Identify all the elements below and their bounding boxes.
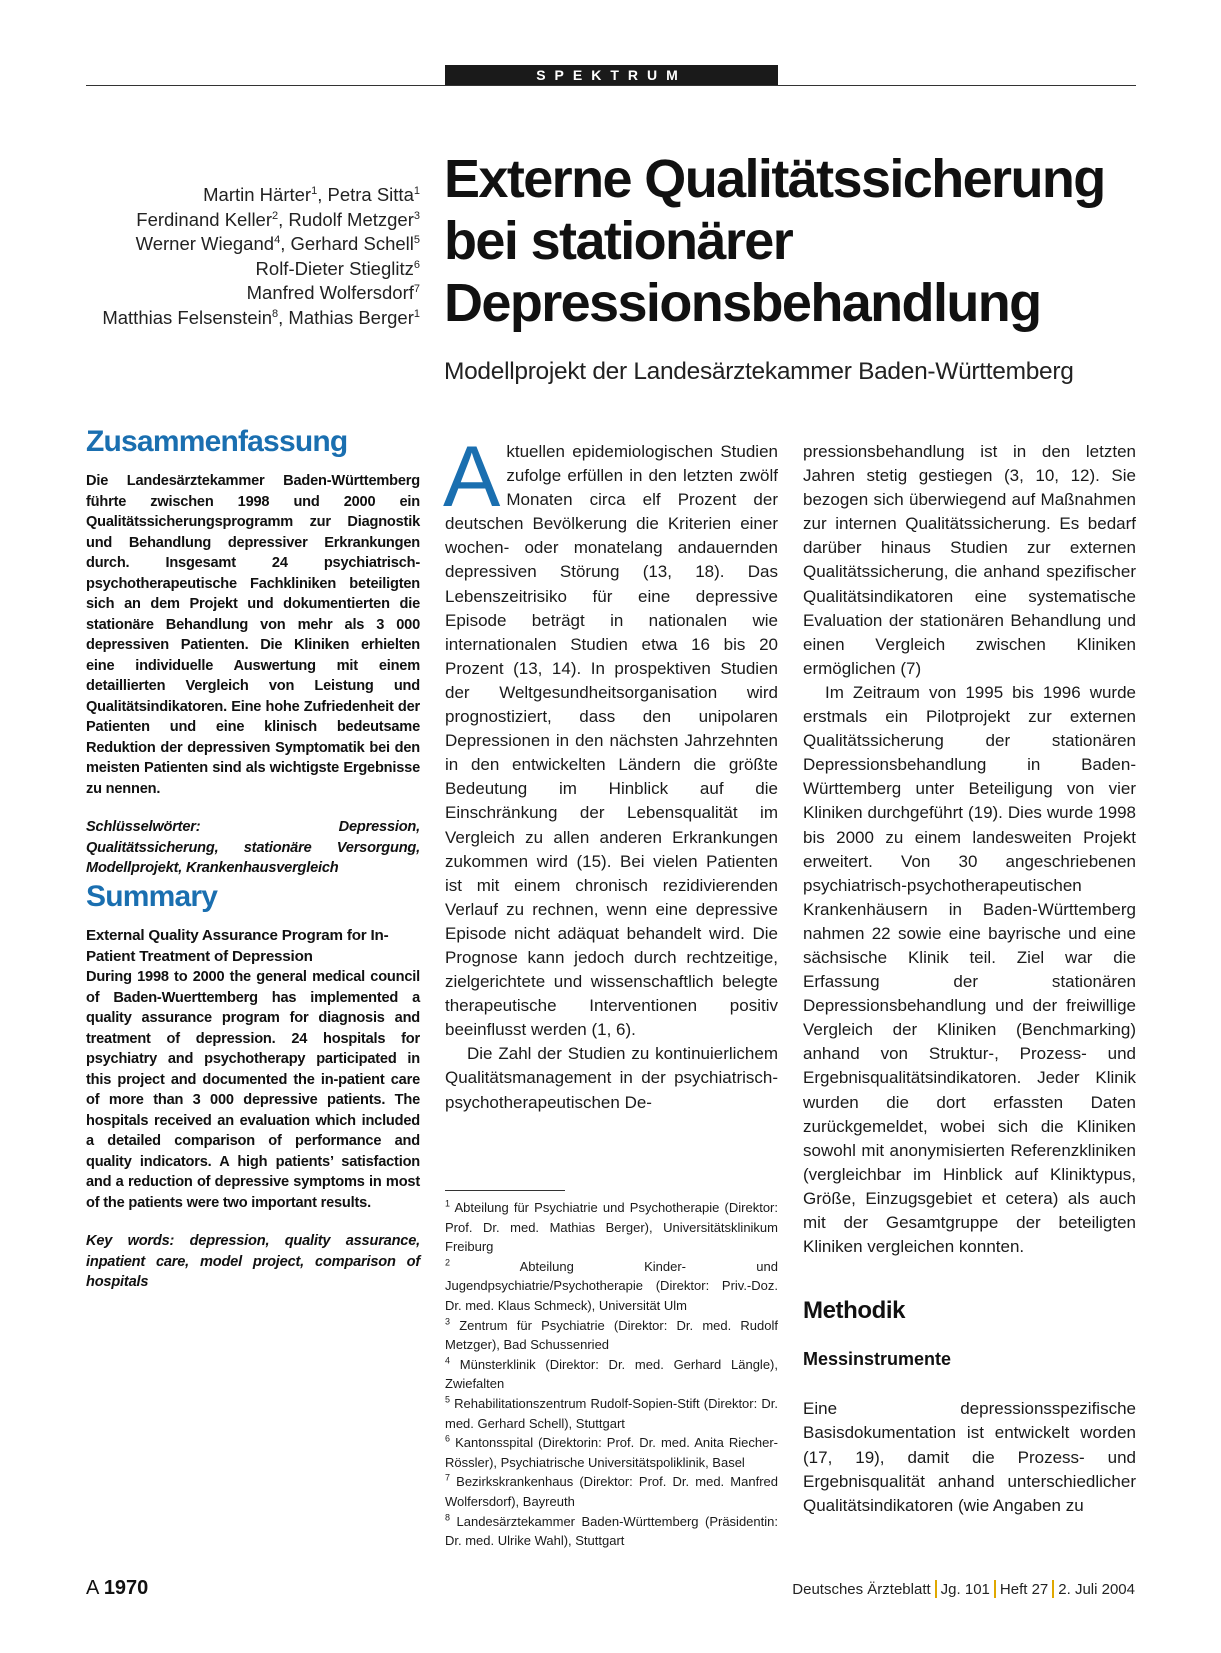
abstract-german-body: Die Landesärztekammer Baden-Württemberg führte zwischen 1998 und 2000 ein Qualitätssicherungsprogramm zur Diagnostik und Behandlung depressiver Erkrankungen durch. Insgesamt 24 psychiatrisch-psychotherapeutische Fachkliniken beteiligten sich an dem Projekt und dokumentierten die stationäre Behandlung von mehr als 3 000 depressiven Patienten. Die Kliniken erhielten eine individuelle Auswertung mit einem detaillierten Vergleich von Leistung und Qualitätsindikatoren. Eine hohe Zufriedenheit der Patienten und eine klinisch bedeutsame Reduktion der depressiven Symptomatik bei den meisten Patienten sind als wichtigste Ergebnisse zu nennen. xyxy=(86,473,420,797)
author-line: Manfred Wolfersdorf$^7$ xyxy=(246,282,420,304)
author-line: Matthias Felsenstein$^8$, Mathias Berger$^1$ xyxy=(102,306,420,328)
journal-name: Deutsches Ärzteblatt xyxy=(792,1581,931,1598)
footnote: $^5$ Rehabilitationszentrum Rudolf-Sopien-Stift (Direktor: Dr. med. Gerhard Schell), Stuttgart xyxy=(445,1394,778,1431)
abstract-english xyxy=(86,880,420,1293)
author-line: Martin Härter$^1$, Petra Sitta$^1$ xyxy=(203,184,420,205)
footnotes xyxy=(445,1198,778,1551)
body-column-1 xyxy=(443,429,778,1115)
header-rule xyxy=(86,85,1136,86)
journal-issue: Heft 27 xyxy=(999,1581,1049,1598)
journal-date: 2. Juli 2004 xyxy=(1058,1581,1135,1598)
body-paragraph: pressionsbehandlung ist in den letzten Jahren stetig gestiegen (3, 10, 12). Sie bezogen sich überwiegend auf Maßnahmen zur internen Qualitätssicherung. Es bedarf darüber hinaus Studien zur externen Qualitätssicherung, die anhand spezifischer Qualitätsindikatoren eine systematische Evaluation der stationären Behandlung und einen Vergleich zwischen Kliniken ermöglichen (7) xyxy=(803,442,1136,678)
author-line: Werner Wiegand$^4$, Gerhard Schell$^5$ xyxy=(135,233,420,255)
abstract-english-body: During 1998 to 2000 the general medical council of Baden-Wuerttemberg has implemented a quality assurance program for diagnosis and treatment of depression. 24 hospitals for psychiatry and psychotherapy participated in this project and documented the in-patient care of more than 3 000 depressive patients. The hospitals received an evaluation which included a detailed comparison of performance and quality indicators. A high patients’ satisfaction and a reduction of depressive symptoms in most of the patients were two important results. xyxy=(86,969,420,1211)
footer-separator xyxy=(935,1580,937,1598)
abstract-german-keywords: Schlüsselwörter: Depression, Qualitätssicherung, stationäre Versorgung, Modellprojekt, Krankenhausvergleich xyxy=(86,819,420,876)
footnote: $^1$ Abteilung für Psychiatrie und Psychotherapie (Direktor: Prof. Dr. med. Mathias Berger), Universitätsklinikum Freiburg xyxy=(445,1198,778,1255)
body-paragraph: Aktuellen epidemiologischen Studien zufolge erfüllen in den letzten zwölf Monaten circa elf Prozent der deutschen Bevölkerung die Kriterien einer wochen- oder monatelang andauernden depressiven Störung (13, 18). Das Lebenszeitrisiko für eine depressive Episode beträgt in nationalen wie internationalen Studien etwa 16 bis 20 Prozent (13, 14). In prospektiven Studien der Weltgesundheitsorganisation wird prognostiziert, dass den unipolaren Depressionen in den nächsten Jahrzehnten in den entwickelten Ländern die größte Bedeutung im Hinblick auf die Einschränkung der Lebensqualität im Vergleich zu allen anderen Erkrankungen zukommen wird (15). Bei vielen Patienten ist mit einem chronisch rezidivierenden Verlauf zu rechnen, wenn eine depressive Episode nicht adäquat behandelt wird. Die Prognose kann jedoch durch rechtzeitige, zielgerichtete und wissenschaftlich belegte therapeutische Interventionen positiv beeinflusst werden (1, 6). xyxy=(443,429,778,1040)
footnote-rule xyxy=(445,1190,565,1191)
footnote: $^2$ Abteilung Kinder- und Jugendpsychiatrie/Psychotherapie (Direktor: Priv.-Doz. Dr. med. Klaus Schmeck), Universität Ulm xyxy=(445,1257,778,1313)
body-column-2 xyxy=(803,440,1136,1518)
footnote: $^4$ Münsterklinik (Direktor: Dr. med. Gerhard Längle), Zwiefalten xyxy=(445,1355,778,1392)
page-number: A 1970 xyxy=(86,1577,149,1599)
footnote: $^8$ Landesärztekammer Baden-Württemberg (Präsidentin: Dr. med. Ulrike Wahl), Stuttgart xyxy=(445,1512,778,1549)
article-subtitle: Modellprojekt der Landesärztekammer Baden-Württemberg xyxy=(444,358,1074,385)
abstract-german xyxy=(86,425,420,879)
author-list xyxy=(86,183,420,331)
journal-volume: Jg. 101 xyxy=(940,1581,990,1598)
footnote: $^6$ Kantonsspital (Direktorin: Prof. Dr. med. Anita Riecher-Rössler), Psychiatrische Universitätspoliklinik, Basel xyxy=(445,1433,778,1470)
abstract-english-keywords: Key words: depression, quality assurance, inpatient care, model project, comparison of hospitals xyxy=(86,1233,420,1290)
section-heading-methodik: Methodik xyxy=(803,1297,906,1325)
abstract-german-heading: Zusammenfassung xyxy=(86,425,348,458)
abstract-english-heading: Summary xyxy=(86,880,218,913)
footer-separator xyxy=(1052,1580,1054,1598)
drop-cap: A xyxy=(443,429,501,525)
author-line: Ferdinand Keller$^2$, Rudolf Metzger$^3$ xyxy=(136,208,420,230)
footnote: $^7$ Bezirkskrankenhaus (Direktor: Prof. Dr. med. Manfred Wolfersdorf), Bayreuth xyxy=(445,1472,778,1509)
subsection-heading-messinstrumente: Messinstrumente xyxy=(803,1349,952,1370)
section-label: SPEKTRUM xyxy=(445,65,778,85)
journal-footer xyxy=(792,1580,1135,1598)
article-title: Externe Qualitätssicherung bei stationärer Depressionsbehandlung xyxy=(444,149,1105,333)
body-paragraph: Eine depressionsspezifische Basisdokumentation ist entwickelt worden (17, 19), damit die Prozess- und Ergebnisqualität anhand unterschiedlicher Qualitätsindikatoren (wie Angaben zu xyxy=(803,1399,1136,1515)
body-paragraph: Im Zeitraum von 1995 bis 1996 wurde erstmals ein Pilotprojekt zur externen Qualitätssicherung der stationären Depressionsbehandlung in Baden-Württemberg unter Beteiligung von vier Kliniken durchgeführt (19). Dies wurde 1998 bis 2000 zu einem landesweiten Projekt erweitert. Von 30 angeschriebenen psychiatrisch-psychotherapeutischen Krankenhäusern in Baden-Württemberg nahmen 22 sowie eine bayrische und eine sächsische Klinik teil. Ziel war die Erfassung der stationären Depressionsbehandlung und der freiwillige Vergleich der Kliniken (Benchmarking) anhand von Struktur-, Prozess- und Ergebnisqualitätsindikatoren. Jeder Klinik wurden die dort erfassten Daten zurückgemeldet, wobei sich die Kliniken sowohl mit anonymisierten Referenzkliniken (vergleichbar im Hinblick auf Kliniktypus, Größe, Einzugsgebiet et cetera) als auch mit der Gesamtgruppe der beteiligten Kliniken vergleichen konnten. xyxy=(803,682,1136,1257)
author-line: Rolf-Dieter Stieglitz$^6$ xyxy=(255,257,420,279)
abstract-english-subtitle: External Quality Assurance Program for In-Patient Treatment of Depression xyxy=(86,927,389,965)
footer-separator xyxy=(994,1580,996,1598)
body-paragraph: Die Zahl der Studien zu kontinuierlichem Qualitätsmanagement in der psychiatrisch-psychotherapeutischen De- xyxy=(445,1044,778,1112)
footnote: $^3$ Zentrum für Psychiatrie (Direktor: Dr. med. Rudolf Metzger), Bad Schussenried xyxy=(445,1316,778,1353)
